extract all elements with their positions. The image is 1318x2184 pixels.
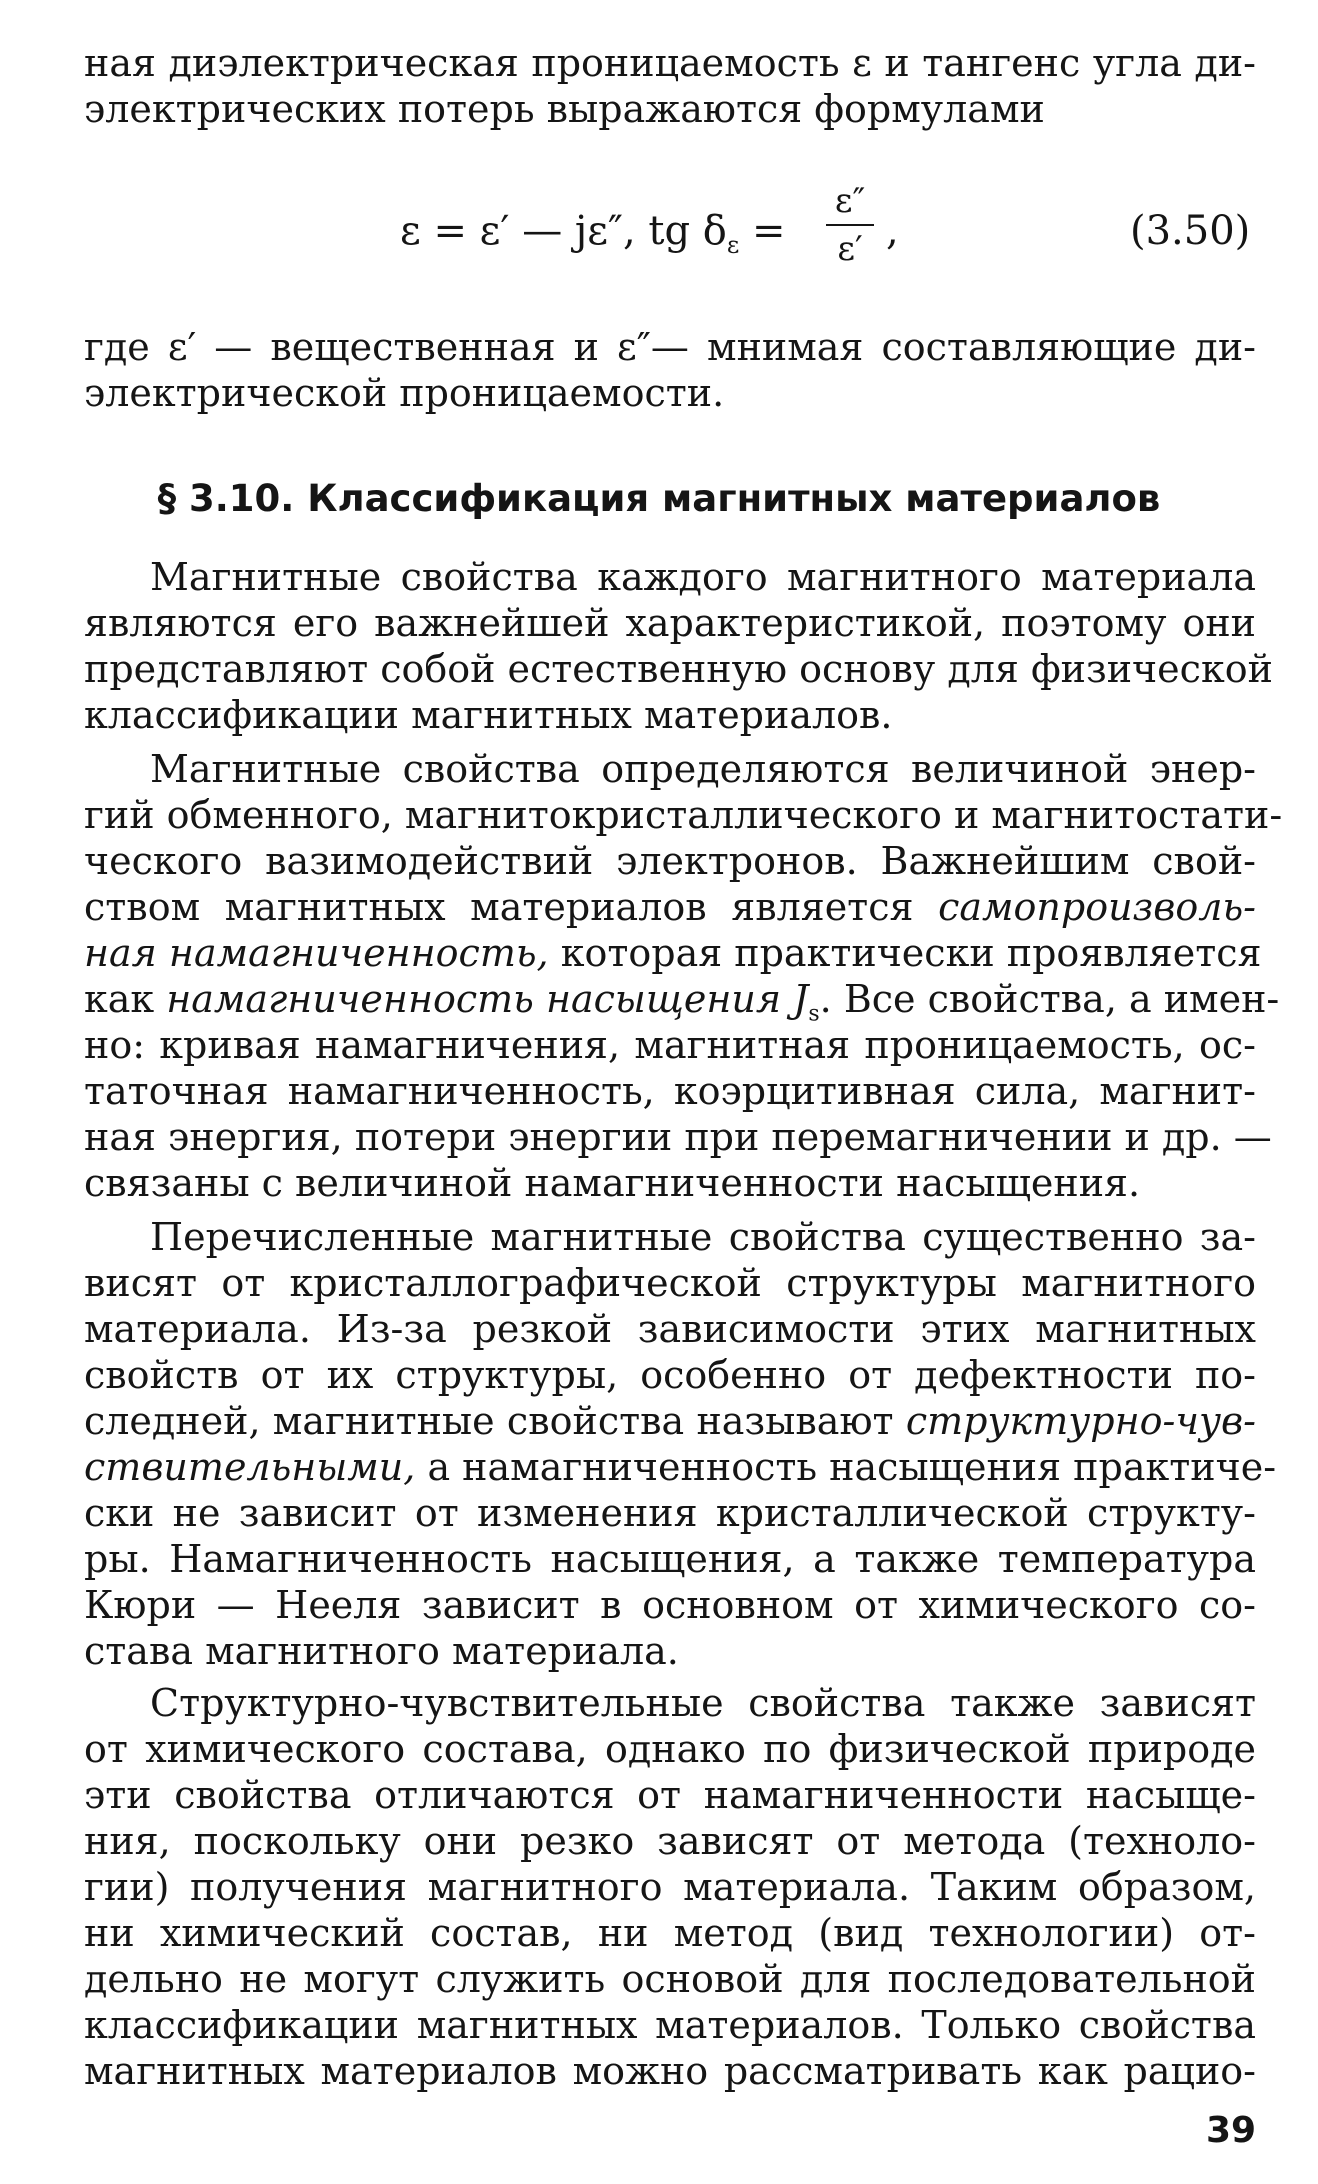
italic-term: структурно-чув- (905, 1399, 1256, 1443)
text-line: гий обменного, магнитокристаллического и магнитостати- (84, 793, 1283, 837)
formula-subscript: ε (726, 231, 740, 259)
text-line: гии) получения магнитного материала. Таким образом, (84, 1865, 1256, 1909)
text-line: электрических потерь выражаются формулами (84, 87, 1045, 131)
fraction-numerator: ε″ (834, 181, 866, 221)
text-line: ная диэлектрическая проницаемость ε и тангенс угла ди- (84, 41, 1256, 85)
text-line: магнитных материалов можно рассматривать как рацио- (84, 2049, 1256, 2093)
text-line: ни химический состав, ни метод (вид технологии) от- (84, 1911, 1256, 1955)
text-line: Магнитные свойства каждого магнитного материала (150, 555, 1256, 599)
italic-term: намагниченность насыщения (166, 977, 782, 1021)
text-line: электрической проницаемости. (84, 371, 725, 415)
text-line: от химического состава, однако по физической природе (84, 1727, 1256, 1771)
text-line: висят от кристаллографической структуры магнитного (84, 1261, 1256, 1305)
italic-term: ствительными, (84, 1445, 416, 1489)
text-line: Перечисленные магнитные свойства существенно за- (150, 1215, 1256, 1259)
section-heading: § 3.10. Классификация магнитных материалов (157, 477, 1161, 520)
text-line: свойств от их структуры, особенно от дефектности по- (84, 1353, 1256, 1397)
formula-comma: , (886, 208, 899, 254)
text-line: связаны с величиной намагниченности насыщения. (84, 1161, 1141, 1205)
text-line: ная энергия, потери энергии при перемагничении и др. — (84, 1115, 1272, 1159)
text-line: являются его важнейшей характеристикой, поэтому они (84, 601, 1256, 645)
text-line: Магнитные свойства определяются величиной энер- (150, 747, 1256, 791)
text-line: ски не зависит от изменения кристаллической структу- (84, 1491, 1256, 1535)
text-line: ная намагниченность, которая практически проявляется (84, 931, 1262, 975)
fraction-denominator: ε′ (837, 229, 863, 269)
text-line: как намагниченность насыщения $J_s$. Все свойства, а имен- (84, 977, 1280, 1027)
formula-main: ε = ε′ — jε″, tg $\delta_\varepsilon$ = (400, 208, 786, 259)
text-line: классификации магнитных материалов. Только свойства (84, 2003, 1256, 2047)
formula-fraction (820, 182, 880, 268)
text-line: эти свойства отличаются от намагниченности насыще- (84, 1773, 1256, 1817)
fraction-bar (826, 224, 874, 226)
text-line: ческого вазимодействий электронов. Важнейшим свой- (84, 839, 1256, 883)
text-line: но: кривая намагничения, магнитная проницаемость, ос- (84, 1023, 1256, 1067)
text-line: классификации магнитных материалов. (84, 693, 893, 737)
italic-term: ная намагниченность, (84, 931, 549, 975)
italic-term: самопроизволь- (938, 885, 1256, 929)
text-line: где ε′ — вещественная и ε″— мнимая составляющие ди- (84, 325, 1256, 369)
text-line: ствительными, а намагниченность насыщения практиче- (84, 1445, 1277, 1489)
text-line: таточная намагниченность, коэрцитивная сила, магнит- (84, 1069, 1256, 1113)
text-line: ры. Намагниченность насыщения, а также температура (84, 1537, 1256, 1581)
text-line: следней, магнитные свойства называют структурно-чув- (84, 1399, 1256, 1443)
text-line: става магнитного материала. (84, 1629, 679, 1673)
text-line: Структурно-чувствительные свойства также зависят (150, 1681, 1256, 1725)
text-line: материала. Из-за резкой зависимости этих магнитных (84, 1307, 1256, 1351)
text-line: дельно не могут служить основой для последовательной (84, 1957, 1256, 2001)
text-line: представляют собой естественную основу для физической (84, 647, 1273, 691)
text-line: ством магнитных материалов является самопроизволь- (84, 885, 1256, 929)
page-number: 39 (1206, 2110, 1257, 2151)
equation-number: (3.50) (1130, 208, 1251, 254)
text-line: ния, поскольку они резко зависят от метода (техноло- (84, 1819, 1256, 1863)
text-line: Кюри — Нееля зависит в основном от химического со- (84, 1583, 1256, 1627)
